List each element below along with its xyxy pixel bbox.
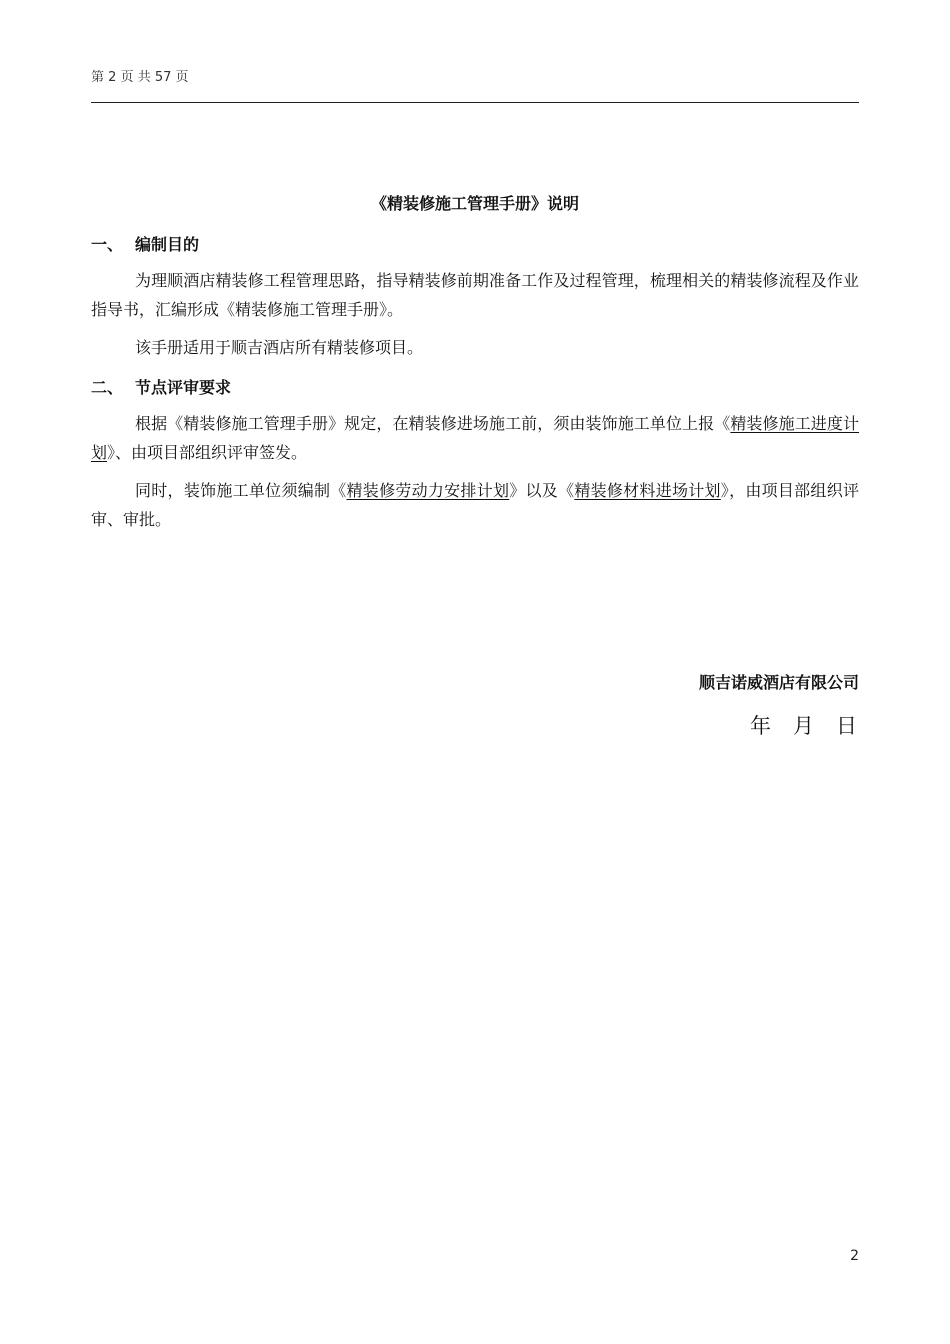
link-material-plan[interactable]: 精装修材料进场计划: [574, 481, 721, 500]
paragraph-review-1: [91, 409, 859, 467]
signature-company: 顺吉诺威酒店有限公司: [698, 673, 859, 692]
date-month: 月: [793, 714, 816, 738]
link-labor-plan[interactable]: 精装修劳动力安排计划: [346, 481, 510, 500]
text-segment: 》、由项目部组织评审签发。: [107, 443, 308, 462]
text-segment: 》，由项目部组织评审、审批。: [91, 481, 859, 529]
date-day: 日: [836, 714, 859, 738]
paragraph-review-2: [91, 476, 859, 534]
date-year: 年: [750, 714, 773, 738]
section-heading-1: [91, 232, 199, 255]
paragraph-scope: 该手册适用于顺吉酒店所有精装修项目。: [135, 338, 424, 357]
header-middle: 页 共: [120, 70, 151, 85]
section-title-2: 节点评审要求: [135, 378, 232, 397]
text-segment: 同时，装饰施工单位须编制《: [135, 481, 347, 500]
header-prefix: 第: [91, 70, 105, 85]
page-header: [91, 66, 189, 85]
header-total-pages: 57: [154, 70, 172, 85]
section-heading-2: [91, 375, 231, 398]
section-number-2: 二、: [91, 378, 124, 397]
section-number-1: 一、: [91, 235, 124, 254]
signature-date: [750, 710, 859, 740]
header-rule: [91, 102, 859, 103]
document-title: 《精装修施工管理手册》说明: [370, 194, 579, 213]
header-suffix: 页: [175, 70, 189, 85]
paragraph-purpose: 为理顺酒店精装修工程管理思路，指导精装修前期准备工作及过程管理，梳理相关的精装修流程及作业指导书，汇编形成《精装修施工管理手册》。: [91, 271, 859, 319]
text-segment: 根据《精装修施工管理手册》规定，在精装修进场施工前，须由装饰施工单位上报《: [135, 414, 731, 433]
text-segment: 》以及《: [509, 481, 575, 500]
header-current-page: 2: [108, 70, 117, 85]
link-construction-schedule[interactable]: 精装修施工进度计划: [91, 414, 859, 462]
section-title-1: 编制目的: [135, 235, 200, 254]
footer-page-number: 2: [850, 1248, 859, 1264]
